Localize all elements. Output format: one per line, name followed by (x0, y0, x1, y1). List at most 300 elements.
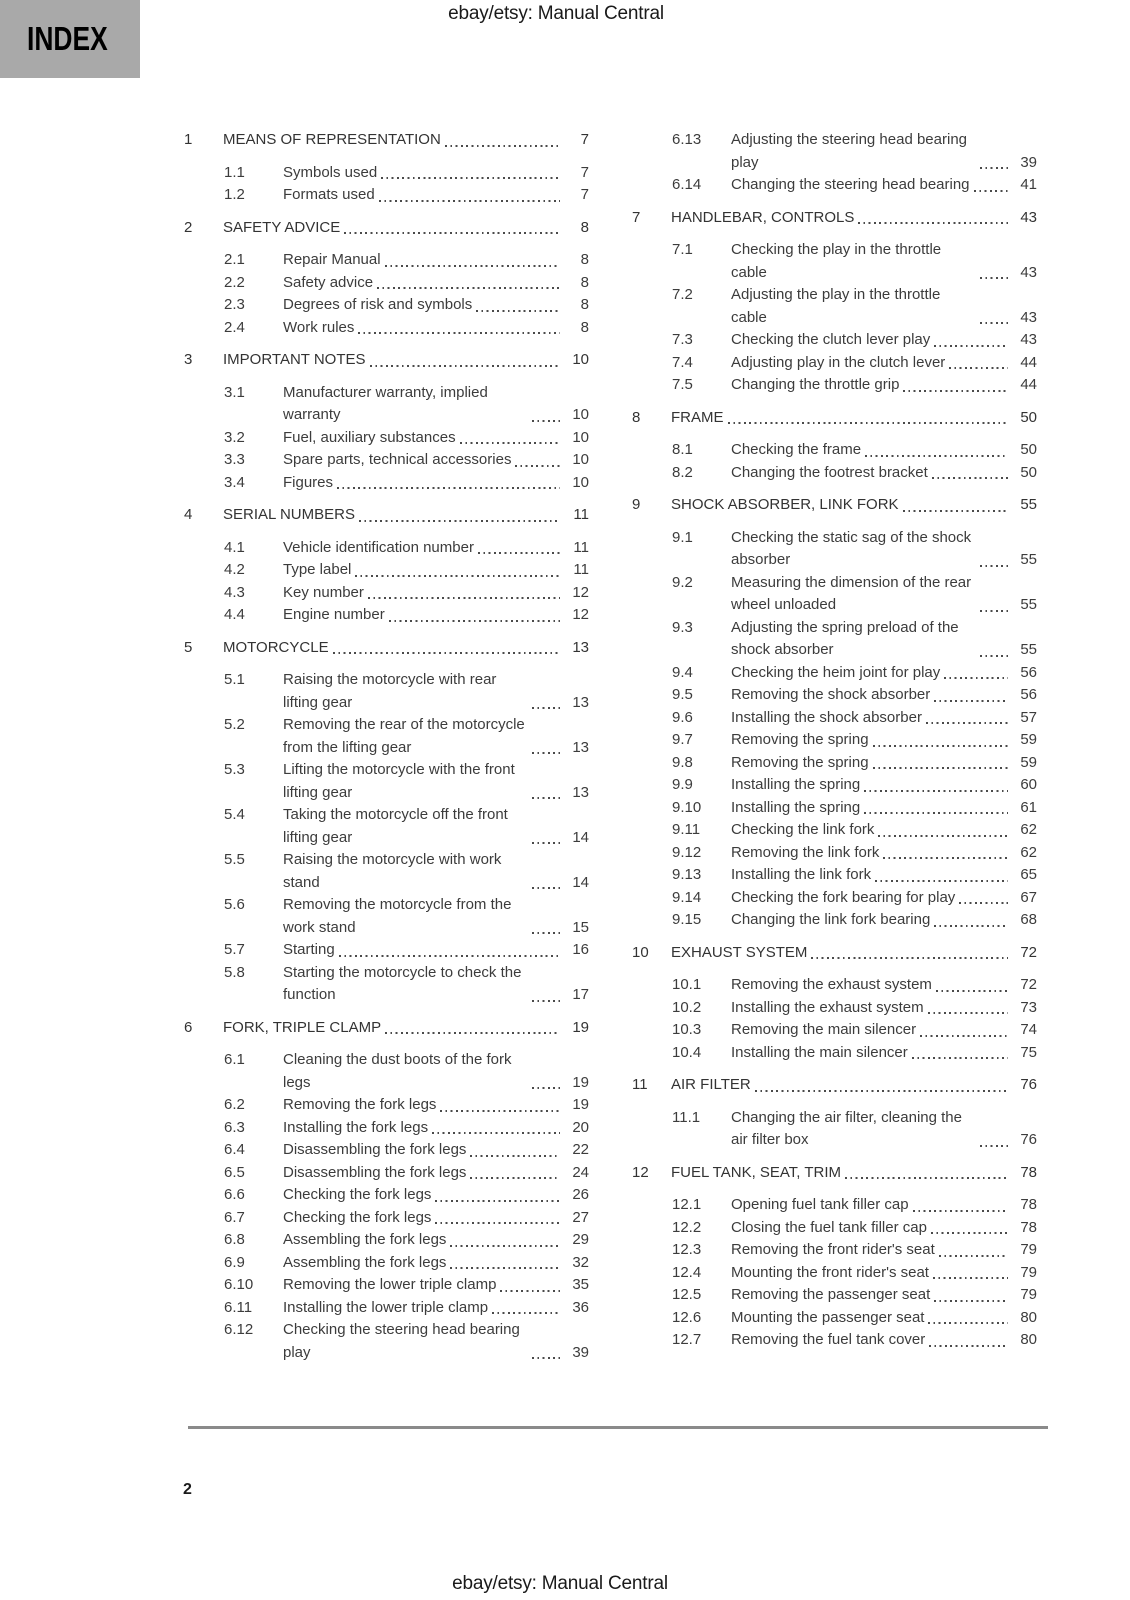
chapter-title: SHOCK ABSORBER, LINK FORK (671, 496, 899, 513)
entry-page-number: 26 (572, 1186, 589, 1203)
toc-section (632, 942, 1037, 1065)
entry-page-number: 39 (572, 1343, 589, 1361)
entry-title: Changing the link fork bearing (731, 911, 931, 928)
dot-leader (478, 552, 560, 554)
entry-row-body (283, 184, 589, 207)
entry-page-number: 8 (580, 251, 589, 268)
toc-entry-row (632, 1284, 1037, 1307)
entry-title: Work rules (283, 318, 355, 336)
entry-number: 9.1 (672, 528, 693, 546)
dot-leader (980, 1145, 1008, 1147)
dot-leader (944, 677, 1008, 679)
dot-leader (532, 1000, 560, 1002)
entry-page-number: 8 (580, 296, 589, 313)
entry-title: Installing the main silencer (731, 1043, 908, 1061)
entry-row-body (731, 239, 1037, 284)
entry-page-number: 56 (1020, 663, 1037, 681)
entry-number: 10.2 (672, 998, 702, 1016)
entry-number: 7.3 (672, 331, 693, 348)
toc-entry-row (184, 294, 589, 317)
entry-title: Checking the link fork (731, 821, 875, 838)
entry-number: 3.1 (224, 383, 245, 401)
entry-title: Key number (283, 583, 364, 601)
entry-number: 9.9 (672, 776, 693, 793)
entry-number: 9.10 (672, 798, 702, 816)
entry-number: 9.12 (672, 843, 702, 861)
entry-page-number: 65 (1020, 866, 1037, 883)
toc-chapter-row (184, 349, 589, 372)
entry-title: Type label (283, 561, 352, 578)
entry-number: 10.1 (672, 976, 702, 993)
dot-leader (934, 345, 1008, 347)
dot-leader (980, 655, 1008, 657)
entry-page-number: 32 (572, 1253, 589, 1271)
toc-chapter-row (184, 129, 589, 152)
toc-entry-row (184, 162, 589, 185)
toc-entry-row (632, 174, 1037, 197)
entry-page-number: 20 (572, 1118, 589, 1136)
dot-leader (980, 565, 1008, 567)
toc-entry-row (632, 462, 1037, 485)
entry-page-number: 44 (1020, 376, 1037, 393)
entry-title: Removing the link fork (731, 843, 880, 861)
chapter-title: HANDLEBAR, CONTROLS (671, 208, 855, 226)
entry-number: 6.13 (672, 131, 702, 148)
toc-entry-row (184, 472, 589, 495)
entry-title: Measuring the dimension of the rear wheel unloaded (731, 573, 972, 613)
toc-entry-row (632, 1217, 1037, 1240)
entry-number: 2.4 (224, 318, 245, 336)
dot-leader (385, 265, 560, 267)
entry-page-number: 35 (572, 1276, 589, 1293)
entry-page-number: 74 (1020, 1021, 1037, 1038)
entry-title: Removing the shock absorber (731, 686, 931, 703)
chapter-number: 6 (184, 1018, 193, 1036)
entry-row-body (731, 842, 1037, 865)
chapter-title: AIR FILTER (671, 1076, 751, 1093)
entry-title: Adjusting the play in the throttle cable (731, 286, 941, 326)
dot-leader (435, 1200, 560, 1202)
entry-title: Removing the front rider's seat (731, 1241, 935, 1258)
entry-page-number: 12 (572, 606, 589, 623)
entry-page-number: 79 (1020, 1241, 1037, 1258)
entry-number: 9.7 (672, 731, 693, 748)
entry-row-body (283, 559, 589, 582)
chapter-page-number: 10 (572, 351, 589, 368)
entry-page-number: 59 (1020, 753, 1037, 771)
entry-page-number: 39 (1020, 153, 1037, 171)
entry-page-number: 50 (1020, 463, 1037, 481)
entry-number: 12.1 (672, 1196, 702, 1213)
dot-leader (532, 420, 560, 422)
chapter-number: 10 (632, 943, 649, 961)
entry-page-number: 80 (1020, 1331, 1037, 1348)
chapter-page-number: 76 (1020, 1076, 1037, 1093)
toc-chapter-row (632, 494, 1037, 517)
dot-leader (934, 700, 1008, 702)
chapter-number: 5 (184, 638, 193, 656)
entry-title: Installing the fork legs (283, 1118, 429, 1136)
chapter-page-number: 78 (1020, 1163, 1037, 1181)
entry-row-body (731, 909, 1037, 932)
toc-chapter-row (632, 207, 1037, 230)
dot-leader (515, 465, 560, 467)
entry-title: Disassembling the fork legs (283, 1141, 467, 1158)
entry-title: Fuel, auxiliary substances (283, 428, 456, 446)
toc-entry-row (184, 1117, 589, 1140)
entry-row-body (283, 537, 589, 560)
entry-title: Figures (283, 473, 334, 491)
entry-row-body (731, 1042, 1037, 1065)
entry-page-number: 43 (1020, 308, 1037, 326)
toc-entry-row (632, 129, 1037, 174)
chapter-row-body (223, 1017, 589, 1040)
entry-page-number: 14 (572, 828, 589, 846)
dot-leader (379, 200, 560, 202)
toc-entry-row (184, 272, 589, 295)
entry-number: 1.1 (224, 163, 245, 181)
entry-number: 12.5 (672, 1286, 702, 1303)
entry-page-number: 55 (1020, 641, 1037, 658)
chapter-page-number: 19 (572, 1018, 589, 1036)
entry-title: Starting the motorcycle to check the function (283, 963, 522, 1003)
entry-title: Removing the passenger seat (731, 1286, 931, 1303)
chapter-page-number: 7 (580, 131, 589, 148)
toc-entry-row (184, 1229, 589, 1252)
toc-entry-row (184, 894, 589, 939)
entry-page-number: 43 (1020, 263, 1037, 281)
entry-number: 6.12 (224, 1321, 254, 1338)
toc-entry-row (632, 1262, 1037, 1285)
chapter-page-number: 13 (572, 638, 589, 656)
dot-leader (460, 442, 560, 444)
entry-row-body (731, 329, 1037, 352)
entry-title: Checking the fork legs (283, 1208, 432, 1226)
entry-row-body (731, 684, 1037, 707)
entry-row-body (731, 374, 1037, 397)
entry-title: Disassembling the fork legs (283, 1163, 467, 1181)
toc-entry-row (632, 1239, 1037, 1262)
chapter-row-body (671, 942, 1037, 965)
chapter-number: 12 (632, 1163, 649, 1181)
entry-number: 10.4 (672, 1043, 702, 1061)
entry-title: Changing the footrest bracket (731, 463, 928, 481)
chapter-title: FRAME (671, 408, 724, 426)
entry-number: 6.6 (224, 1186, 245, 1203)
toc-chapter-row (632, 942, 1037, 965)
entry-page-number: 7 (580, 186, 589, 203)
dot-leader (359, 520, 560, 522)
toc-section (632, 407, 1037, 485)
chapter-number: 2 (184, 218, 193, 236)
entry-number: 10.3 (672, 1021, 702, 1038)
entry-title: Manufacturer warranty, implied warranty (283, 383, 488, 423)
entry-number: 3.4 (224, 473, 245, 491)
entry-title: Engine number (283, 606, 385, 623)
toc-entry-row (184, 939, 589, 962)
toc-entry-row (632, 684, 1037, 707)
entry-row-body (731, 819, 1037, 842)
footer-doc-title: ebay/etsy: Manual Central (452, 1573, 668, 1594)
entry-page-number: 73 (1020, 998, 1037, 1016)
chapter-number: 7 (632, 208, 641, 226)
dot-leader (959, 902, 1008, 904)
entry-row-body (283, 1252, 589, 1275)
dot-leader (980, 167, 1008, 169)
toc-entry-row (184, 1319, 589, 1364)
chapter-row-body (671, 1162, 1037, 1185)
entry-number: 6.10 (224, 1276, 254, 1293)
entry-title: Removing the motorcycle from the work stand (283, 896, 512, 936)
index-tab-box (0, 0, 140, 78)
entry-number: 12.3 (672, 1241, 702, 1258)
entry-row-body (731, 462, 1037, 485)
entry-row-body (731, 729, 1037, 752)
toc-entry-row (632, 997, 1037, 1020)
dot-leader (920, 1035, 1008, 1037)
entry-number: 5.1 (224, 671, 245, 688)
entry-row-body (731, 662, 1037, 685)
entry-title: Adjusting play in the clutch lever (731, 353, 946, 371)
entry-page-number: 60 (1020, 776, 1037, 793)
chapter-page-number: 50 (1020, 408, 1037, 426)
entry-page-number: 19 (572, 1073, 589, 1091)
toc-entry-row (632, 374, 1037, 397)
entry-number: 5.8 (224, 963, 245, 981)
toc-entry-row (632, 617, 1037, 662)
toc-entry-row (632, 1042, 1037, 1065)
entry-number: 8.1 (672, 441, 693, 458)
chapter-title: EXHAUST SYSTEM (671, 943, 808, 961)
entry-number: 2.2 (224, 273, 245, 291)
entry-number: 5.7 (224, 941, 245, 958)
entry-number: 9.13 (672, 866, 702, 883)
entry-row-body (731, 1307, 1037, 1330)
entry-row-body (731, 864, 1037, 887)
entry-page-number: 7 (580, 163, 589, 181)
dot-leader (500, 1290, 560, 1292)
dot-leader (858, 222, 1008, 224)
dot-leader (532, 1087, 560, 1089)
entry-number: 9.8 (672, 753, 693, 771)
dot-leader (755, 1090, 1008, 1092)
entry-row-body (283, 1117, 589, 1140)
toc-entry-row (632, 752, 1037, 775)
entry-title: Cleaning the dust boots of the fork legs (283, 1051, 512, 1091)
entry-row-body (283, 294, 589, 317)
entry-number: 9.14 (672, 888, 702, 906)
toc-entry-row (184, 714, 589, 759)
entry-title: Checking the fork bearing for play (731, 888, 956, 906)
entry-row-body (283, 1297, 589, 1320)
toc-chapter-row (184, 217, 589, 240)
entry-title: Opening fuel tank filler cap (731, 1196, 909, 1213)
entry-page-number: 61 (1020, 798, 1037, 816)
entry-page-number: 13 (572, 783, 589, 801)
toc-entry-row (632, 1307, 1037, 1330)
entry-title: Installing the link fork (731, 866, 872, 883)
entry-number: 6.5 (224, 1163, 245, 1181)
toc-entry-row (184, 382, 589, 427)
entry-number: 4.1 (224, 538, 245, 556)
toc-entry-row (632, 729, 1037, 752)
entry-page-number: 78 (1020, 1196, 1037, 1213)
entry-title: Removing the fork legs (283, 1096, 437, 1113)
toc-entry-row (184, 1049, 589, 1094)
toc-entry-row (184, 317, 589, 340)
entry-title: Checking the static sag of the shock absorber (731, 528, 972, 568)
entry-page-number: 56 (1020, 686, 1037, 703)
chapter-page-number: 43 (1020, 208, 1037, 226)
entry-page-number: 13 (572, 738, 589, 756)
dot-leader (929, 1345, 1008, 1347)
entry-page-number: 13 (572, 693, 589, 711)
entry-title: Removing the fuel tank cover (731, 1331, 926, 1348)
dot-leader (370, 365, 560, 367)
entry-number: 7.5 (672, 376, 693, 393)
entry-page-number: 10 (572, 451, 589, 468)
toc-entry-row (632, 909, 1037, 932)
entry-number: 6.9 (224, 1253, 245, 1271)
entry-page-number: 11 (573, 538, 589, 556)
entry-number: 3.2 (224, 428, 245, 446)
dot-leader (385, 1032, 560, 1034)
dot-leader (928, 1322, 1008, 1324)
toc-entry-row (184, 1162, 589, 1185)
entry-title: Installing the spring (731, 776, 861, 793)
entry-title: Adjusting the steering head bearing play (731, 131, 968, 171)
dot-leader (532, 707, 560, 709)
entry-row-body (283, 582, 589, 605)
toc-chapter-row (632, 407, 1037, 430)
toc-entry-row (184, 804, 589, 849)
dot-leader (440, 1110, 560, 1112)
entry-page-number: 68 (1020, 911, 1037, 928)
chapter-row-body (671, 1074, 1037, 1097)
chapter-page-number: 55 (1020, 496, 1037, 513)
entry-row-body (731, 1019, 1037, 1042)
toc-entry-row (632, 439, 1037, 462)
chapter-number: 4 (184, 506, 193, 523)
toc-chapter-row (184, 504, 589, 527)
entry-row-body (731, 707, 1037, 730)
entry-page-number: 22 (572, 1141, 589, 1158)
entry-title: Removing the exhaust system (731, 976, 932, 993)
entry-number: 9.15 (672, 911, 702, 928)
dot-leader (358, 332, 560, 334)
entry-number: 8.2 (672, 463, 693, 481)
entry-page-number: 76 (1020, 1131, 1037, 1148)
entry-page-number: 44 (1020, 353, 1037, 371)
entry-row-body (283, 962, 589, 1007)
toc-chapter-row (632, 1162, 1037, 1185)
entry-row-body (283, 162, 589, 185)
entry-row-body (283, 382, 589, 427)
entry-title: Closing the fuel tank filler cap (731, 1218, 927, 1236)
dot-leader (865, 455, 1008, 457)
entry-number: 12.4 (672, 1263, 702, 1281)
chapter-title: FUEL TANK, SEAT, TRIM (671, 1163, 842, 1181)
dot-leader (470, 1177, 560, 1179)
entry-title: Taking the motorcycle off the front lifting gear (283, 806, 508, 846)
entry-page-number: 8 (580, 273, 589, 291)
dot-leader (864, 812, 1008, 814)
entry-title: Repair Manual (283, 251, 381, 268)
entry-title: Removing the spring (731, 753, 869, 771)
entry-title: Installing the shock absorber (731, 708, 922, 726)
dot-leader (936, 990, 1008, 992)
entry-number: 12.2 (672, 1218, 702, 1236)
entry-row-body (731, 997, 1037, 1020)
entry-row-body (283, 1229, 589, 1252)
entry-title: Starting (283, 941, 335, 958)
toc-entry-row (632, 239, 1037, 284)
entry-page-number: 75 (1020, 1043, 1037, 1061)
entry-title: Raising the motorcycle with work stand (283, 851, 502, 891)
entry-row-body (731, 617, 1037, 662)
entry-page-number: 12 (572, 583, 589, 601)
toc-section (632, 129, 1037, 197)
entry-title: Removing the rear of the motorcycle from the lifting gear (283, 716, 525, 756)
toc-entry-row (632, 797, 1037, 820)
entry-row-body (731, 774, 1037, 797)
entry-page-number: 80 (1020, 1308, 1037, 1326)
toc-entry-row (632, 1107, 1037, 1152)
entry-title: Safety advice (283, 273, 374, 291)
entry-page-number: 79 (1020, 1286, 1037, 1303)
entry-number: 7.2 (672, 286, 693, 303)
toc-entry-row (184, 1297, 589, 1320)
entry-number: 9.6 (672, 708, 693, 726)
entry-page-number: 79 (1020, 1263, 1037, 1281)
entry-row-body (731, 129, 1037, 174)
entry-row-body (731, 439, 1037, 462)
toc-section (184, 1017, 589, 1365)
toc-entry-row (184, 849, 589, 894)
toc-section (184, 504, 589, 627)
chapter-row-body (223, 504, 589, 527)
entry-row-body (283, 1094, 589, 1117)
entry-title: Installing the lower triple clamp (283, 1298, 489, 1316)
entry-row-body (283, 1049, 589, 1094)
entry-page-number: 24 (572, 1163, 589, 1181)
entry-page-number: 62 (1020, 821, 1037, 838)
toc-section (184, 217, 589, 340)
entry-number: 6.4 (224, 1141, 245, 1158)
toc-column-left (184, 129, 589, 1364)
entry-row-body (283, 1207, 589, 1230)
entry-title: Assembling the fork legs (283, 1253, 447, 1271)
dot-leader (532, 752, 560, 754)
dot-leader (532, 797, 560, 799)
toc-entry-row (184, 1252, 589, 1275)
entry-row-body (731, 974, 1037, 997)
toc-entry-row (184, 759, 589, 804)
entry-row-body (283, 604, 589, 627)
toc-entry-row (632, 1329, 1037, 1352)
entry-page-number: 16 (572, 941, 589, 958)
entry-page-number: 50 (1020, 441, 1037, 458)
entry-title: Installing the exhaust system (731, 998, 924, 1016)
entry-row-body (731, 174, 1037, 197)
chapter-row-body (223, 637, 589, 660)
entry-page-number: 29 (572, 1231, 589, 1248)
entry-row-body (283, 472, 589, 495)
entry-number: 5.3 (224, 761, 245, 778)
entry-row-body (731, 1239, 1037, 1262)
entry-number: 5.5 (224, 851, 245, 868)
dot-leader (939, 1255, 1008, 1257)
